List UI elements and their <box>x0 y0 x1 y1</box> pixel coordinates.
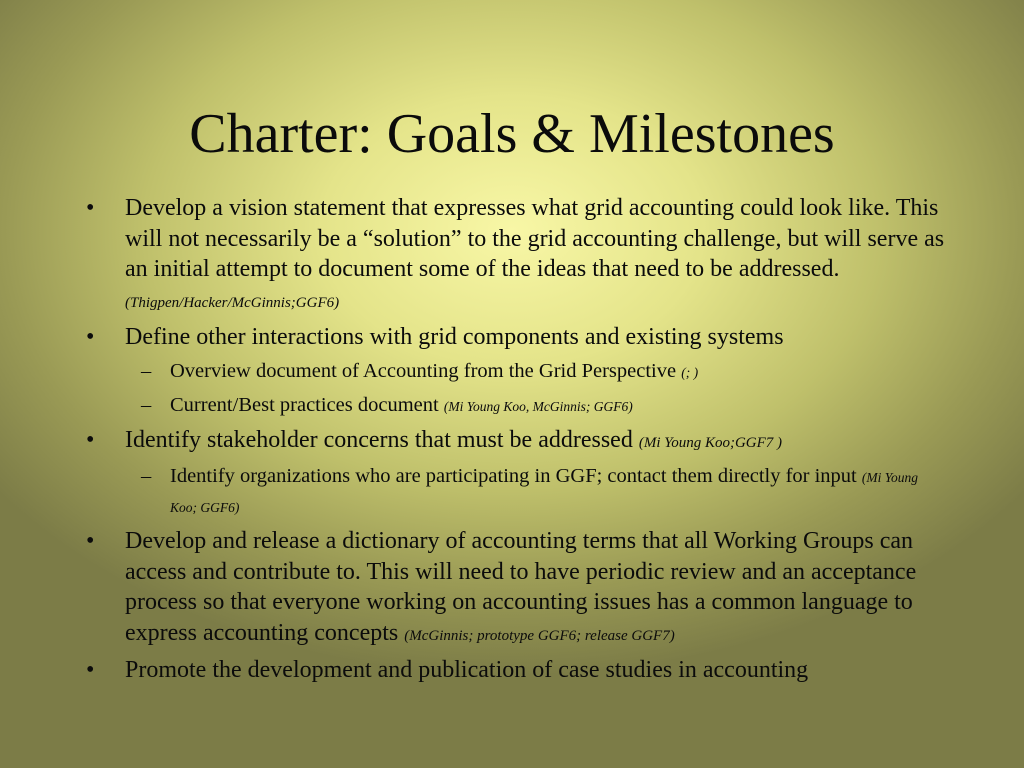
bullet-note: (Mi Young Koo;GGF7 ) <box>638 434 783 451</box>
bullet-item <box>86 193 946 318</box>
sub-bullet-note: (; ) <box>681 364 699 380</box>
bullet-text: Identify stakeholder concerns that must be addressed <box>125 426 633 453</box>
bullet-item <box>86 655 946 686</box>
bullet-marker: • <box>86 195 95 221</box>
bullet-item <box>86 425 946 459</box>
bullet-list <box>86 193 946 690</box>
sub-bullet-note: (Mi Young Koo, McGinnis; GGF6) <box>443 398 633 414</box>
bullet-marker: • <box>86 657 95 683</box>
sub-bullet-item <box>86 462 946 522</box>
bullet-marker: • <box>86 528 95 554</box>
bullet-note: (Thigpen/Hacker/McGinnis;GGF6) <box>125 294 340 311</box>
bullet-text: Develop a vision statement that expresses what grid accounting could look like. This will not necessarily be a “solution” to the grid accounting challenge, but will serve as an initial attempt to document some of the ideas that need to be addressed. <box>125 195 945 282</box>
bullet-text: Develop and release a dictionary of accounting terms that all Working Groups can access and contribute to. This will need to have periodic review and an acceptance process so that everyone working on accounting issues has a common language to express accounting concepts <box>125 528 917 646</box>
bullet-item <box>86 322 946 353</box>
bullet-marker: • <box>86 324 95 350</box>
bullet-item <box>86 526 946 651</box>
bullet-marker: • <box>86 426 95 453</box>
sub-bullet-item <box>86 391 946 421</box>
slide-title: Charter: Goals & Milestones <box>189 103 835 165</box>
sub-bullet-text: Overview document of Accounting from the Grid Perspective <box>170 359 677 382</box>
sub-bullet-note: (Mi Young Koo; GGF6) <box>170 470 919 515</box>
bullet-note: (McGinnis; prototype GGF6; release GGF7) <box>404 627 675 644</box>
dash-marker: – <box>141 393 152 416</box>
sub-bullet-text: Identify organizations who are participating in GGF; contact them directly for input <box>170 465 857 487</box>
dash-marker: – <box>141 359 152 382</box>
sub-bullet-text: Current/Best practices document <box>170 393 439 416</box>
bullet-text: Promote the development and publication of case studies in accounting <box>125 657 809 683</box>
bullet-text: Define other interactions with grid components and existing systems <box>125 324 784 350</box>
sub-bullet-item <box>86 357 946 387</box>
dash-marker: – <box>141 465 152 487</box>
